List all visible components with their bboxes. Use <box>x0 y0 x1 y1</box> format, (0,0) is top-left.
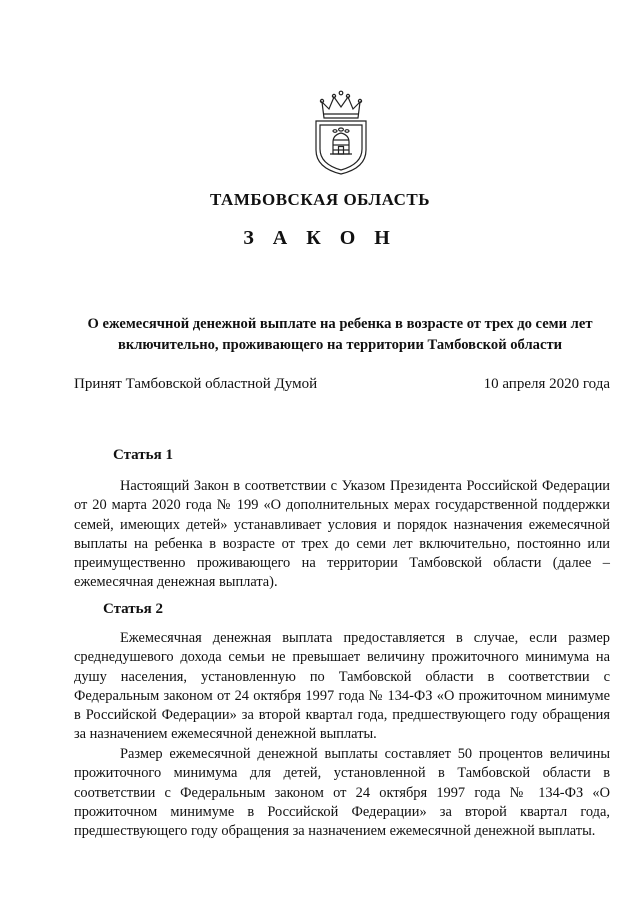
document-type-heading: З А К О Н <box>243 227 397 249</box>
article-2-paragraph-1: Ежемесячная денежная выплата предоставляется в случае, если размер среднедушевого дохода семьи не превышает величину прожиточного минимума на душу населения, установленную по Тамбовской области в соответствии с Федеральным законом от 24 октября 1997 года № 134-ФЗ «О прожиточном минимуме в Российской Федерации» за второй квартал года, предшествующего году обращения за назначением ежемесячной денежной выплаты. <box>74 630 610 743</box>
law-title: О ежемесячной денежной выплате на ребенка в возрасте от трех до семи лет включительно, проживающего на территории Тамбовской области <box>87 316 593 353</box>
coat-of-arms-emblem <box>302 88 380 176</box>
article-2-heading: Статья 2 <box>103 601 163 617</box>
article-1-heading: Статья 1 <box>113 447 173 463</box>
article-1-paragraph: Настоящий Закон в соответствии с Указом Президента Российской Федерации от 20 марта 2020 года № 199 «О дополнительных мерах государственной поддержки семей, имеющих детей» устанавливает условия и порядок назначения ежемесячной выплаты на ребенка в возрасте от трех до семи лет включительно, постоянно или преимущественно проживающего на территории Тамбовской области (далее – ежемесячная денежная выплата). <box>74 478 610 591</box>
article-2-paragraph-2: Размер ежемесячной денежной выплаты составляет 50 процентов величины прожиточного минимума для детей, установленной в Тамбовской области в соответствии с Федеральным законом от 24 октября 1997 года № 134-ФЗ «О прожиточном минимуме в Российской Федерации» за второй квартал года, предшествующего году обращения за назначением ежемесячной денежной выплаты. <box>74 746 610 840</box>
adoption-date: 10 апреля 2020 года <box>483 376 610 392</box>
adopted-by-text: Принят Тамбовской областной Думой <box>74 376 318 392</box>
adoption-line <box>74 374 610 394</box>
region-heading: ТАМБОВСКАЯ ОБЛАСТЬ <box>210 190 430 209</box>
